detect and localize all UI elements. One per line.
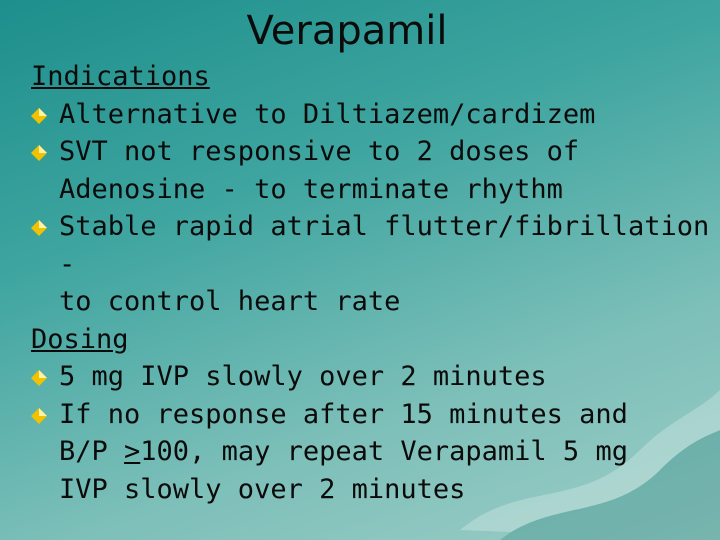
list-item: Stable rapid atrial flutter/fibrillation - to control heart rate [31,208,711,321]
dosing-heading: Dosing [31,323,129,355]
diamond-bullet-icon [31,108,47,124]
slide-body [31,58,711,508]
greater-than-or-equal-symbol: > [124,436,141,467]
indications-heading: Indications [31,61,210,92]
list-item: 5 mg IVP slowly over 2 minutes [31,358,711,396]
diamond-bullet-icon [31,220,47,236]
list-item: Alternative to Diltiazem/cardizem [31,96,711,134]
list-item: If no response after 15 minutes and B/P >100, may repeat Verapamil 5 mg IVP slowly over 2 minutes [31,396,711,509]
diamond-bullet-icon [31,408,47,424]
indications-section [31,58,711,321]
dosing-section [31,321,711,509]
diamond-bullet-icon [31,370,47,386]
diamond-bullet-icon [31,145,47,161]
slide-title: Verapamil [246,8,448,54]
list-item: SVT not responsive to 2 doses of Adenosine - to terminate rhythm [31,133,711,208]
